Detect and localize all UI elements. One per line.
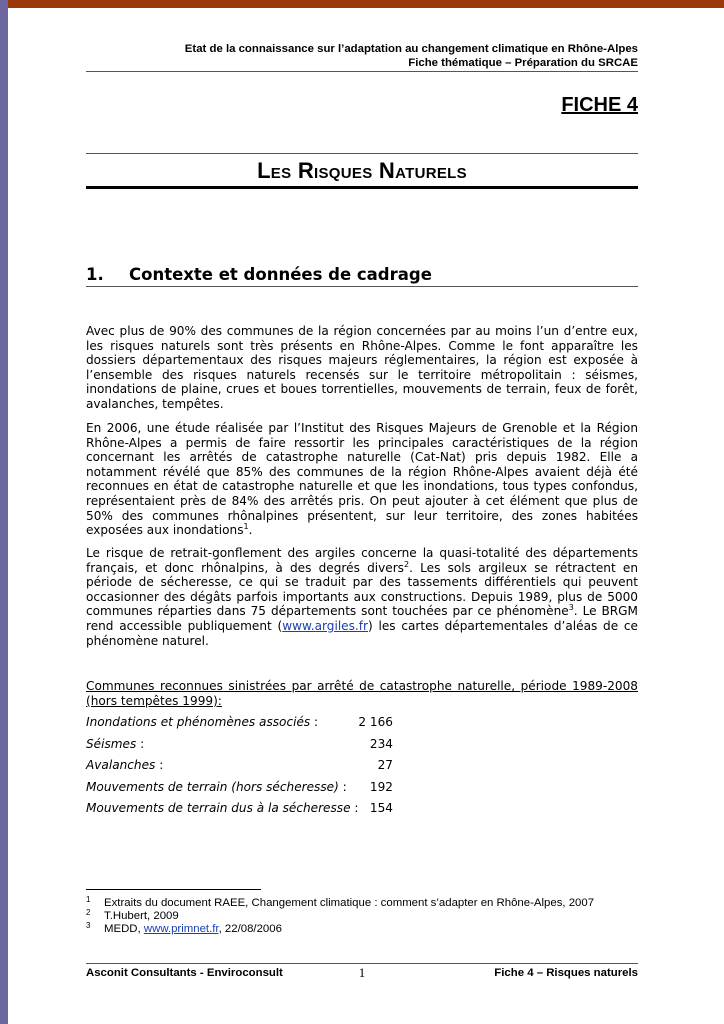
stat-separator: :	[338, 779, 347, 794]
stat-separator: :	[136, 736, 145, 751]
stat-label: Mouvements de terrain dus à la sécheresse	[86, 801, 351, 815]
left-color-bar	[0, 0, 8, 1024]
stat-row-seismes	[86, 737, 406, 759]
section-heading	[86, 265, 638, 284]
title-divider-top	[86, 153, 638, 154]
header-line-1: Etat de la connaissance sur l’adaptation au changement climatique en Rhône-Alpes	[184, 43, 638, 55]
footnote-text-a: MEDD,	[104, 923, 144, 935]
stat-separator: :	[350, 801, 359, 815]
paragraph-2-text: En 2006, une étude réalisée par l’Institut des Risques Majeurs de Grenoble et la Région Rhône-Alpes a permis de faire ressortir les principales caractéristiques de la région concernant les arrêtés de catastrophe naturelle (Cat-Nat) pris depuis 1982. Elle a notamment révélé que 85% des communes de la région Rhône-Alpes avaient déjà été reconnues en état de catastrophe naturelle et que les inondations, tous types confondus, représentaient près de 84% des arrêtés pris. On peut ajouter à cet élément que plus de 50% des communes rhônalpines présentent, sur leur territoire, des zones habitées exposées aux inondations	[86, 421, 638, 538]
paragraph-3-text-a: Le risque de retrait-gonflement des argiles concerne la quasi-totalité des départements français, et donc rhônalpins, à des degrés divers	[86, 546, 638, 575]
stat-label: Avalanches	[86, 758, 156, 772]
stat-row-avalanches	[86, 758, 406, 780]
section-number: 1.	[86, 265, 104, 284]
footer-fiche-label: Fiche 4 – Risques naturels	[494, 967, 638, 979]
table-caption: Communes reconnues sinistrées par arrêté de catastrophe naturelle, période 1989-2008 (hors tempêtes 1999):	[86, 679, 638, 708]
stat-value: 154	[369, 801, 393, 815]
footnote-3	[86, 923, 646, 936]
fiche-number: FICHE 4	[561, 94, 638, 116]
footnote-text: Extraits du document RAEE, Changement climatique : comment s’adapter en Rhône-Alpes, 2007	[104, 897, 595, 909]
footnote-text: T.Hubert, 2009	[104, 910, 179, 922]
footnote-ref-1[interactable]: 1	[243, 522, 249, 532]
paragraph-2	[86, 421, 638, 538]
stat-row-mouvements-secheresse	[86, 801, 406, 823]
paragraph-2-end: .	[248, 523, 253, 538]
footnote-divider	[86, 889, 261, 890]
section-divider	[86, 286, 638, 287]
footnote-number: 1	[86, 895, 91, 904]
catnat-stats-table	[86, 715, 406, 823]
paragraph-3-text-c: . Le BRGM rend accessible publiquement (	[86, 604, 638, 633]
paragraph-3-text-d: ) les cartes départementales d’aléas de ce phénomène naturel.	[86, 618, 638, 648]
stat-label: Inondations et phénomènes associés	[86, 715, 311, 729]
primnet-link[interactable]: www.primnet.fr	[143, 923, 219, 935]
header-line-2: Fiche thématique – Préparation du SRCAE	[408, 57, 638, 69]
footnote-ref-2[interactable]: 2	[404, 559, 410, 569]
page-number: 1	[358, 965, 366, 980]
stat-label: Séismes	[86, 736, 137, 751]
stat-row-mouvements-hors-secheresse	[86, 780, 406, 802]
footer-divider	[86, 963, 638, 964]
argiles-link[interactable]: www.argiles.fr	[282, 618, 368, 633]
page-header	[86, 42, 638, 70]
footnote-number: 3	[86, 921, 91, 930]
stat-separator: :	[155, 758, 164, 772]
footnotes	[86, 897, 646, 936]
section-title: Contexte et données de cadrage	[129, 265, 432, 284]
title-divider-bottom	[86, 186, 638, 189]
footnote-number: 2	[86, 908, 91, 917]
page-title: Les Risques Naturels	[257, 158, 467, 183]
paragraph-3	[86, 546, 638, 648]
stat-separator: :	[310, 715, 319, 729]
stat-value: 192	[369, 779, 393, 794]
footnote-ref-3[interactable]: 3	[568, 603, 574, 613]
header-divider	[86, 71, 638, 72]
top-color-bar	[0, 0, 724, 8]
footnote-2	[86, 910, 646, 923]
stat-value: 27	[377, 758, 393, 772]
footnote-text	[104, 923, 282, 935]
footer-authors: Asconit Consultants - Enviroconsult	[86, 967, 283, 979]
stat-label: Mouvements de terrain (hors sécheresse)	[86, 779, 339, 794]
stat-value: 234	[369, 736, 393, 751]
paragraph-1: Avec plus de 90% des communes de la région concernées par au moins l’un d’entre eux, les risques naturels sont très présents en Rhône-Alpes. Comme le font apparaître les dossiers départementaux des risques majeurs réglementaires, la région est exposée à l’ensemble des risques naturels recensés sur le territoire métropolitain : séismes, inondations de plaine, crues et boues torrentielles, mouvements de terrain, feux de forêt, avalanches, tempêtes.	[86, 324, 638, 411]
footnote-text-b: , 22/08/2006	[218, 923, 282, 935]
paragraph-3-text-b: . Les sols argileux se rétractent en période de sécheresse, ce qui se traduit par des tassements différentiels qui peuvent occasionner des dégâts parfois importants aux constructions. Depuis 1989, plus de 5000 communes réparties dans 75 départements sont touchées par ce phénomène	[86, 560, 639, 619]
stat-row-inondations	[86, 715, 406, 737]
footnote-1	[86, 897, 646, 910]
stat-value: 2 166	[358, 715, 393, 729]
